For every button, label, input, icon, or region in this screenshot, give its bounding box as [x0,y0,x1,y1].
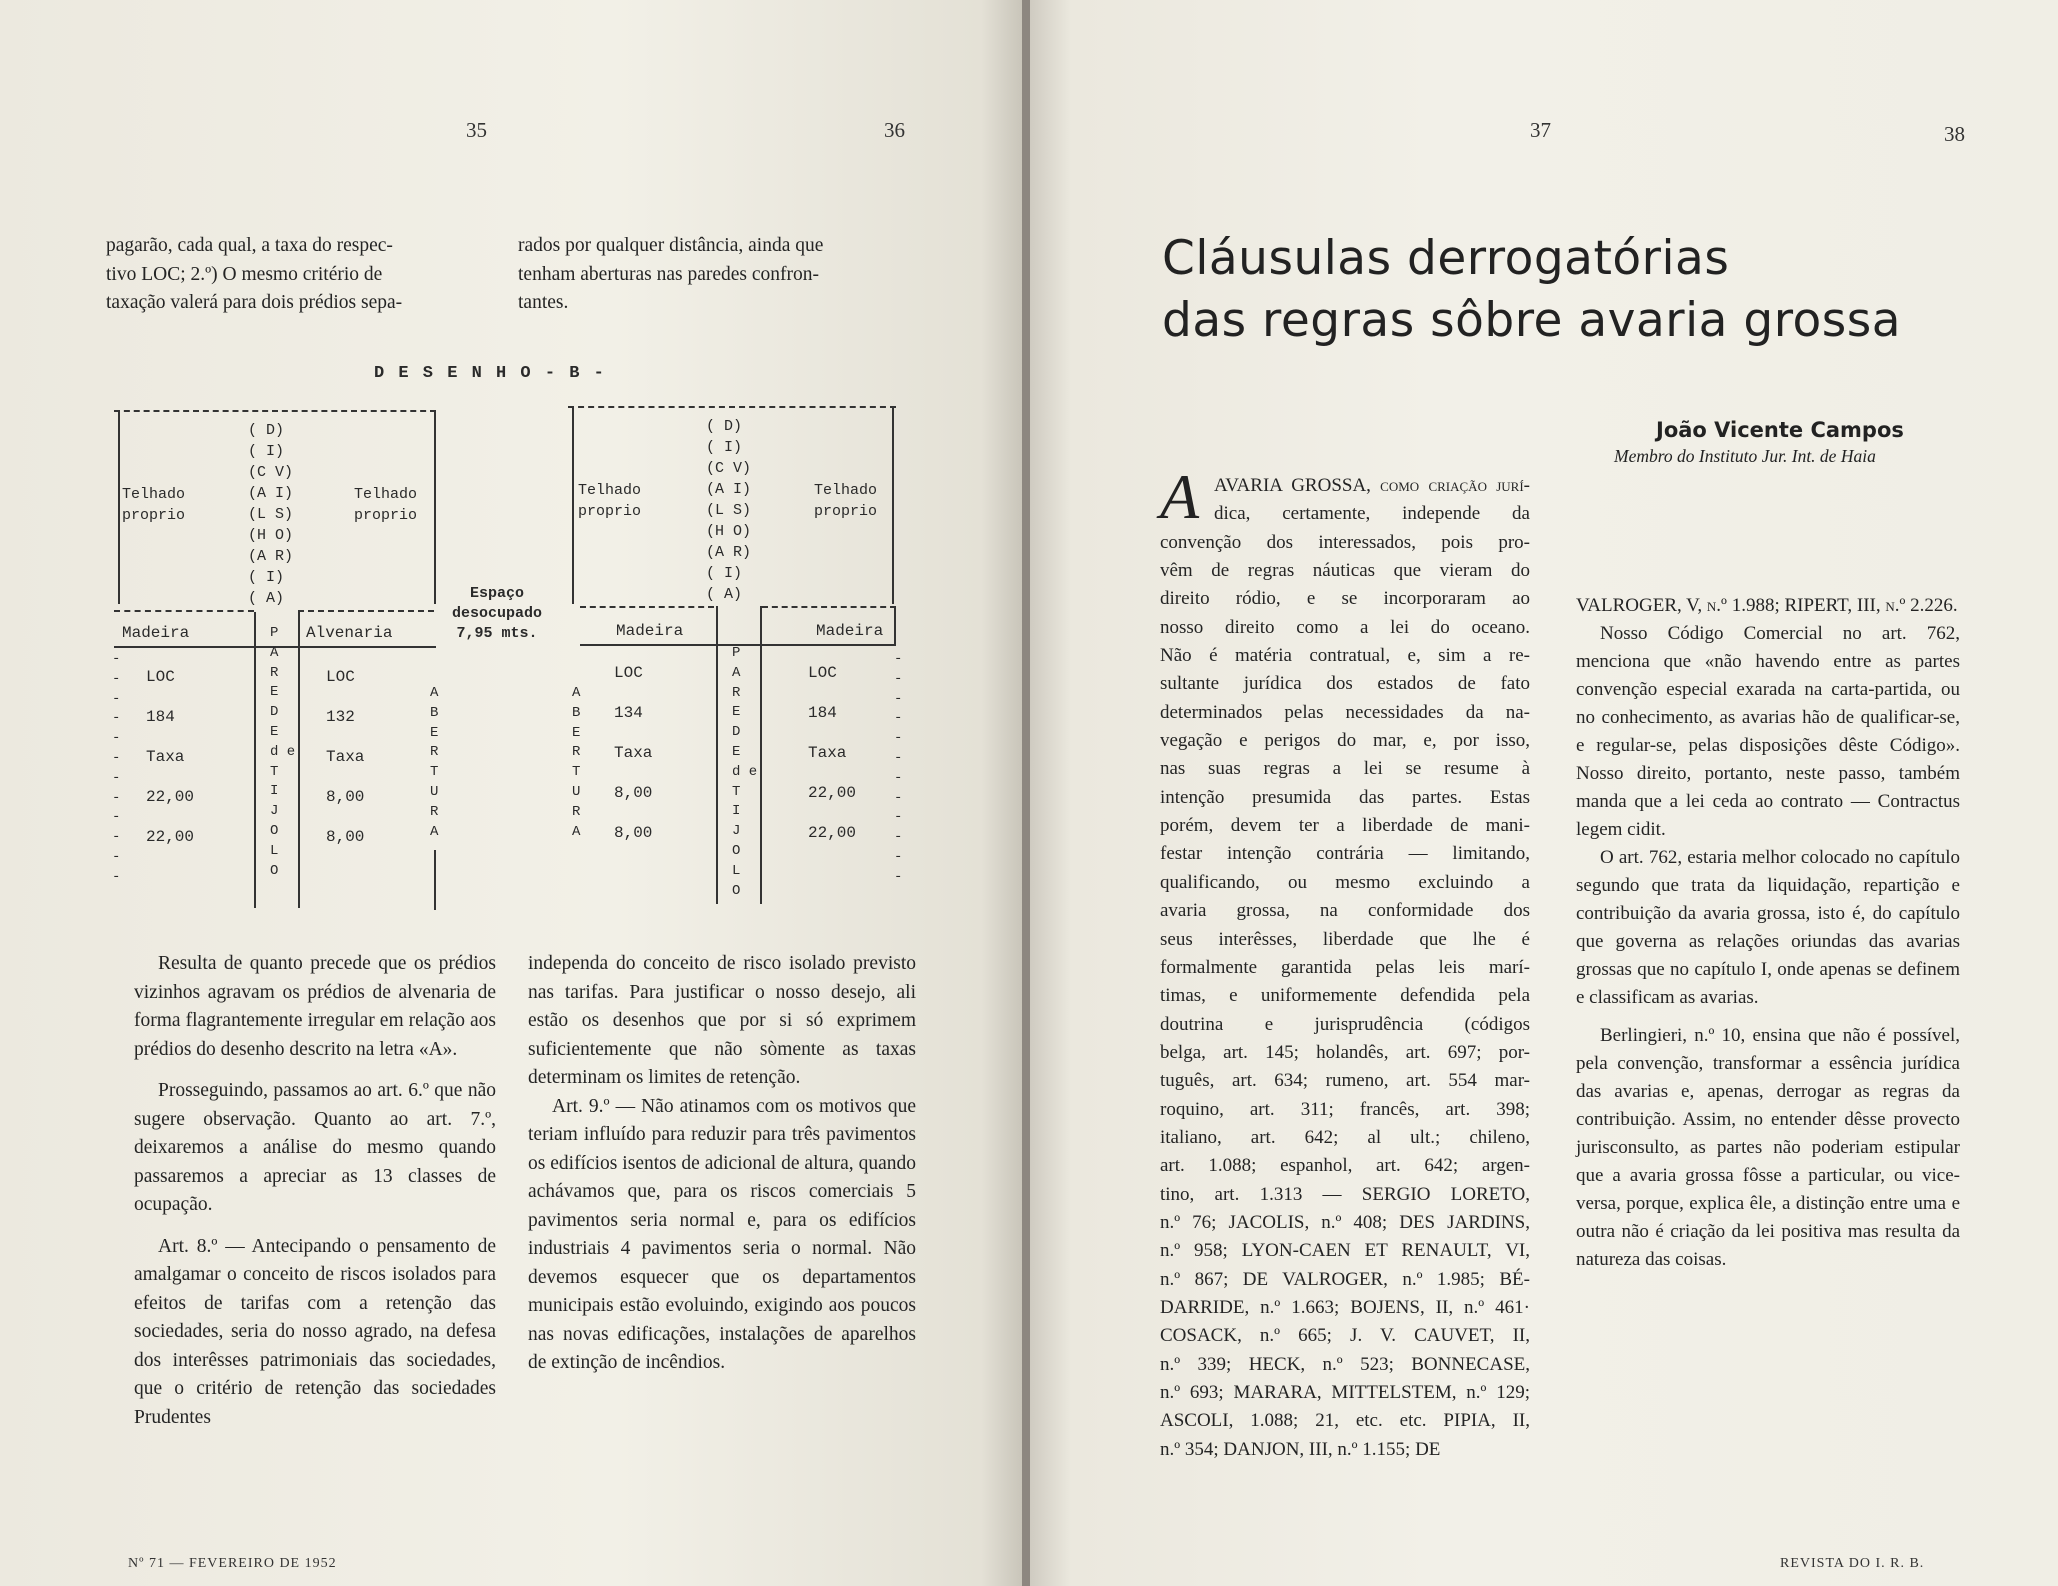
right-parede-left [716,606,718,904]
page-number-35: 35 [466,118,487,142]
right-row-1-a: LOC [614,664,643,682]
right-col-header-madeira-2: Madeira [816,622,884,640]
left-roof-label: Telhado proprio [122,486,186,524]
right-dash-column: - - - - - - - - - - - - [894,651,903,885]
text-line: tuguês, art. 634; rumeno, art. 554 mar- [1160,1070,1530,1092]
left-row-3-a: Taxa [146,748,185,766]
title-line-2: das regras sôbre avaria grossa [1162,293,1902,348]
left-parede-de-tijolo: P A R E D E d e T I J O L O [270,625,296,879]
right-row-5-b: 22,00 [808,824,857,842]
left-row-5-a: 22,00 [146,828,195,846]
text-line: n.º 867; DE VALROGER, n.º 1.985; BÉ- [1160,1268,1530,1290]
text-line: rados por qualquer distância, ainda que [518,235,824,256]
right-col1-text [1160,472,1530,1464]
page-number-36: 36 [884,118,905,142]
right-parede-right [760,606,762,904]
text-line: ASCOLI, 1.088; 21, etc. etc. PIPIA, II, [1160,1410,1530,1432]
right-outer-wall [572,406,574,604]
author-name: João Vicente Campos [1656,418,1904,442]
drawing-b [0,0,1022,930]
text-line: convenção dos interessados, pois pro- [1160,531,1530,553]
text-line: art. 1.088; espanhol, art. 642; argen- [1160,1155,1530,1177]
left-abertura: A B E R T U R A [430,685,439,840]
text-line: italiano, art. 642; al ult.; chileno, [1160,1126,1530,1148]
left-col1-bottom-text [134,950,496,1432]
drop-cap: A [1160,461,1200,532]
calha-divisoria-right: ( D) ( I) (C V) (A I) (L S) (H O) (A R) ( I) ( A) [706,418,752,603]
left-footer: Nº 71 — FEVEREIRO DE 1952 [128,1556,337,1571]
paragraph: Prosseguindo, passamos ao art. 6.º que não sugere observação. Quanto ao art. 7.º, deixaremos a análise do mesmo quando passaremos a apreciar as 13 classes de ocupação. [134,1080,496,1215]
paragraph: O art. 762, estaria melhor colocado no capítulo segundo que trata da liquidação, repartição e contribuição da avaria grossa, isto é, do capítulo que governa as relações oriundas das avarias grossas que no capítulo I, onde apenas se definem e classificam as avarias. [1576,847,1960,1008]
text-line: dica, certamente, independe da [1214,503,1530,525]
text-line: n.º 693; MARARA, MITTELSTEM, n.º 129; [1160,1382,1530,1403]
right-col2-text [1576,592,1960,1274]
text-line: Não é matéria contratual, e, sim a re- [1160,645,1530,667]
paragraph: Nosso Código Comercial no art. 762, menciona que «não havendo entre as partes convenção especial exarada na carta-partida, ou no conhecimento, as avarias hão de qualificar-se, e regular-se, pelas disposições dêste Código». Nosso direito, portanto, neste passo, também manda que a lei ceda ao contrato — Contractus legem cidit. [1576,623,1960,840]
left-col2-bottom-text [528,950,916,1378]
right-row-2-a: 134 [614,704,643,722]
title-line-1: Cláusulas derrogatórias [1162,231,1730,286]
text-line: COSACK, n.º 665; J. V. CAUVET, II, [1160,1325,1530,1347]
right-inner-wall [892,406,894,604]
right-row-4-b: 22,00 [808,784,857,802]
left-row-5-b: 8,00 [326,828,365,846]
author-affiliation: Membro do Instituto Jur. Int. de Haia [1614,446,1876,466]
left-floor-line-a [114,610,254,612]
text-line: n.º 76; JACOLIS, n.º 408; DES JARDINS, [1160,1211,1530,1233]
page-number-38: 38 [1944,122,1965,146]
text-line: belga, art. 145; holandês, art. 697; por- [1160,1041,1530,1063]
left-roof-line [114,410,436,412]
left-floor-line-b [298,610,434,612]
left-parede-right [298,612,300,908]
left-dash-column: - - - - - - - - - - - - [112,651,121,885]
right-roof-label-2: Telhado proprio [814,482,878,520]
left-col-header-madeira: Madeira [122,624,190,642]
right-abertura: A B E R T U R A [572,685,581,840]
paragraph: Art. 8.º — Antecipando o pensamento de amalgamar o conceito de riscos isolados para efeitos de tarifas com a retenção das sociedades, seria do nosso agrado, na defesa dos interêsses patrimoniais das sociedades, que o critério de retenção das sociedades Prudentes [134,1235,496,1428]
left-row-4-a: 22,00 [146,788,195,806]
right-floor-line-b [762,606,896,608]
text-line: n.º 354; DANJON, III, n.º 1.155; DE [1160,1438,1441,1460]
right-row-5-a: 8,00 [614,824,653,842]
text-line: roquino, art. 311; francês, art. 398; [1160,1098,1530,1120]
text-line: doutrina e jurisprudência (códigos [1160,1013,1530,1035]
paragraph: Art. 9.º — Não atinamos com os motivos que teriam influído para reduzir para três pavimentos os edifícios isentos de adicional de altura, quando achávamos que, para os riscos comerciais 5 pavimentos seria normal e, para os edifícios industriais 4 pavimentos seria o normal. Não devemos esquecer que os departamentos municipais estão evoluindo, exigindo aos poucos nas novas edificações, instalações de aparelhos de extinção de incêndios. [528,1095,916,1373]
text-line: determinados pelas necessidades da na- [1160,701,1530,723]
left-row-4-b: 8,00 [326,788,365,806]
text-line: DARRIDE, n.º 1.663; BOJENS, II, n.º 461· [1160,1296,1530,1318]
text-line: pagarão, cada qual, a taxa do respec- [106,235,393,256]
text-line: n.º 958; LYON-CAEN ET RENAULT, VI, [1160,1240,1530,1262]
left-row-2-a: 184 [146,708,175,726]
text-line: intenção presumida das partes. Estas [1160,786,1530,808]
text-line: formalmente garantida pelas leis marí- [1160,956,1530,978]
left-page [0,0,1022,1586]
paragraph: Berlingieri, n.º 10, ensina que não é possível, pela convenção, transformar a essência jurídica das avarias e, apenas, derrogar as regras da contribuição. Assim, no entender dêsse provecto jurisconsulto, as partes não poderiam estipular que a avaria grossa fôsse a particular, ou vice-versa, porque, explica êle, a distinção entre uma e outra não é criação da lei positiva mas resulta da natureza das coisas. [1576,1025,1960,1270]
left-parede-left [254,612,256,908]
text-line: tenham aberturas nas paredes confron- [518,263,820,285]
text-line: qualificando, ou mesmo excluindo a [1160,871,1530,893]
paragraph: independa do conceito de risco isolado previsto nas tarifas. Para justificar o nosso desejo, ali estão os desenhos que por si só exprimem suficientemente que não sòmente as taxas determinam os limites de retenção. [528,953,916,1088]
right-roof-label: Telhado proprio [578,482,642,520]
text-line: AVARIA GROSSA, como criação jurí- [1214,475,1530,496]
right-end-wall [894,606,896,646]
text-line: nas suas regras a lei se resume à [1160,758,1530,780]
left-row-3-b: Taxa [326,748,365,766]
left-tail-wall [434,850,436,910]
right-col-header-madeira: Madeira [616,622,684,640]
paragraph: VALROGER, V, n.º 1.988; RIPERT, III, n.º 2.226. [1576,595,1958,616]
left-outer-wall [118,410,120,604]
text-line: vegação e perigos do mar, e, por isso, [1160,730,1530,752]
right-parede-de-tijolo: P A R E D E d e T I J O L O [732,645,758,899]
right-row-3-a: Taxa [614,744,653,762]
text-line: porém, devem ter a liberdade de mani- [1160,815,1530,837]
right-row-4-a: 8,00 [614,784,653,802]
left-col-header-alvenaria: Alvenaria [306,624,393,642]
right-floor-line-a [580,606,714,608]
right-page [1030,0,2058,1586]
paragraph: Resulta de quanto precede que os prédios vizinhos agravam os prédios de alvenaria de forma flagrantemente irregular em relação aos prédios do desenho descrito na letra «A». [134,953,496,1060]
text-line: tivo LOC; 2.º) O mesmo critério de [106,263,383,285]
right-row-2-b: 184 [808,704,837,722]
text-line: timas, e uniformemente defendida pela [1160,985,1530,1007]
text-line: vêm de regras náuticas que vieram do [1160,560,1530,582]
left-inner-wall [434,410,436,604]
right-footer: REVISTA DO I. R. B. [1780,1556,1925,1571]
text-line: tantes. [518,292,569,313]
drawing-title: D E S E N H O - B - [374,364,606,383]
espaco-desocupado-label: Espaço desocupado 7,95 mts. [452,585,543,642]
calha-divisoria-left: ( D) ( I) (C V) (A I) (L S) (H O) (A R) ( I) ( A) [248,422,294,607]
text-line: festar intenção contrária — limitando, [1160,843,1530,865]
text-line: direito ródio, e se incorporaram ao [1160,588,1530,610]
left-row-1-a: LOC [146,668,175,686]
text-line: avaria grossa, na conformidade dos [1160,900,1530,922]
text-line: sultante jurídica dos estados de fato [1160,673,1530,695]
text-line: nosso direito como a lei do oceano. [1160,616,1530,638]
right-row-1-b: LOC [808,664,837,682]
article-title [1162,228,1901,352]
right-row-3-b: Taxa [808,744,847,762]
page-number-37: 37 [1530,118,1551,142]
text-line: n.º 339; HECK, n.º 523; BONNECASE, [1160,1353,1530,1375]
left-roof-label-2: Telhado proprio [354,486,418,524]
text-line: tino, art. 1.313 — SERGIO LORETO, [1160,1183,1530,1205]
left-row-1-b: LOC [326,668,355,686]
text-line: taxação valerá para dois prédios sepa- [106,292,403,313]
left-row-2-b: 132 [326,708,355,726]
right-roof-line [568,406,896,408]
text-line: seus interêsses, liberdade que lhe é [1160,928,1530,950]
